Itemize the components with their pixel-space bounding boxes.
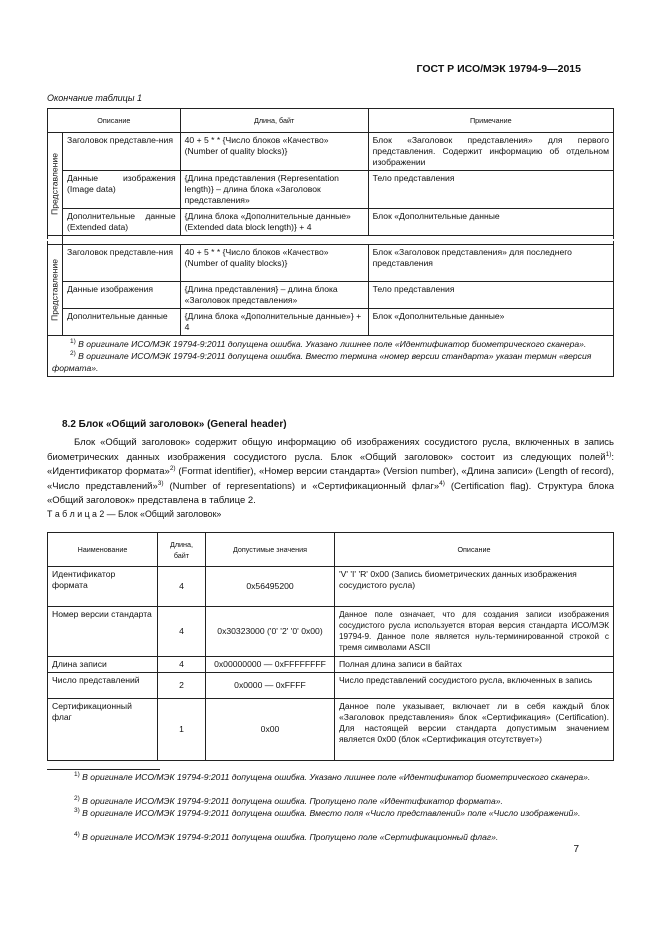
footnote: $^{2)}$ В оригинале ИСО/МЭК 19794-9:2011 допущена ошибка. Пропущено поле «Идентификатор формата». [74, 795, 503, 806]
table2-cell: 4 [158, 567, 206, 607]
table1-gap-row [48, 236, 614, 245]
table1-cell: Данные изображения [63, 282, 181, 309]
table2-cell: Число представлений сосудистого русла, включенных в запись [335, 673, 614, 699]
table2-cell: 0x00 [206, 699, 335, 761]
footnote: $^{1)}$ В оригинале ИСО/МЭК 19794-9:2011 допущена ошибка. Указано лишнее поле «Идентификатор биометрического сканера». [74, 771, 591, 782]
table1-cell: Заголовок представле-ния [63, 133, 181, 171]
table1-cell: Заголовок представле-ния [63, 245, 181, 282]
footnote-divider [47, 769, 160, 770]
table1-cell: Блок «Заголовок представления» для последнего представления [368, 245, 613, 282]
table1-header-description: Описание [48, 109, 181, 133]
table2-header-length: Длина, байт [158, 533, 206, 567]
table1-cell: Дополнительные данные (Extended data) [63, 209, 181, 236]
table2-cell: 0x30323000 ('0' '2' '0' 0x00) [206, 607, 335, 657]
table1-cell: {Длина блока «Дополнительные данные» (Extended data block length)} + 4 [180, 209, 368, 236]
table1-cell: Тело представления [368, 171, 613, 209]
table2-cell: 1 [158, 699, 206, 761]
table1-cell: {Длина представления} – длина блока «Заголовок представления» [180, 282, 368, 309]
table2-cell: Номер версии стандарта [48, 607, 158, 657]
table1-cell: {Длина блока «Дополнительные данные»} + 4 [180, 309, 368, 336]
table2-cell: Длина записи [48, 657, 158, 673]
table2-cell: 4 [158, 607, 206, 657]
group-label-1: Представление [48, 133, 63, 236]
table1-cell: Дополнительные данные [63, 309, 181, 336]
table1-footnotes: $^{1)}$ В оригинале ИСО/МЭК 19794-9:2011 допущена ошибка. Указано лишнее поле «Идентификатор биометрического сканера». $^{2)}$ В оригинале ИСО/МЭК 19794-9:2011 допущена ошибка. Вместо термина «номер версии стандарта» указан термин «версия формата». [48, 336, 614, 377]
table1-cell: Данные изображения (Image data) [63, 171, 181, 209]
table2-cell: 'V' 'I' 'R' 0x00 (Запись биометрических данных изображения сосудистого русла) [335, 567, 614, 607]
table2-cell: Данное поле указывает, включает ли в себя каждый блок «Заголовок представления» блок «Сертификация» (Certification). Для настоящей версии стандарта допустимым значением является 0x00 (блок «Сертификация отсутствует») [335, 699, 614, 761]
group-label-2: Представление [48, 245, 63, 336]
table2-cell: Полная длина записи в байтах [335, 657, 614, 673]
table1-header-note: Примечание [368, 109, 613, 133]
table2-cell: Сертификационный флаг [48, 699, 158, 761]
footnote: $^{4)}$ В оригинале ИСО/МЭК 19794-9:2011 допущена ошибка. Пропущено поле «Сертификационный флаг». [74, 831, 499, 842]
table1-cell: Блок «Дополнительные данные» [368, 309, 613, 336]
table1-cell: 40 + 5 * * {Число блоков «Качество» (Number of quality blocks)} [180, 133, 368, 171]
table1-cell: 40 + 5 * * {Число блоков «Качество» (Number of quality blocks)} [180, 245, 368, 282]
table-continuation-label: Окончание таблицы 1 [47, 93, 142, 103]
table1-header-length: Длина, байт [180, 109, 368, 133]
table-1 [47, 108, 614, 377]
table2-caption: Т а б л и ц а 2 — Блок «Общий заголовок» [47, 509, 222, 519]
table2-cell: 2 [158, 673, 206, 699]
document-header: ГОСТ Р ИСО/МЭК 19794-9—2015 [416, 63, 581, 75]
table1-cell: {Длина представления (Representation length)} – длина блока «Заголовок представления» [180, 171, 368, 209]
table2-header-values: Допустимые значения [206, 533, 335, 567]
page-number: 7 [573, 844, 579, 855]
footnote: $^{3)}$ В оригинале ИСО/МЭК 19794-9:2011 допущена ошибка. Вместо поля «Число представлений» поле «Число изображений». [74, 807, 581, 818]
table2-cell: Данное поле означает, что для создания записи изображения сосудистого русла используется вторая версия стандарта ИСО/МЭК 19794-9. Данное поле является нуль-терминированной строкой с тремя символами ASCII [335, 607, 614, 657]
table2-cell: 0x0000 — 0xFFFF [206, 673, 335, 699]
table2-cell: 4 [158, 657, 206, 673]
table2-cell: Число представлений [48, 673, 158, 699]
section-title: 8.2 Блок «Общий заголовок» (General header) [62, 419, 287, 430]
table1-cell: Тело представления [368, 282, 613, 309]
table-2 [47, 532, 614, 761]
table2-header-description: Описание [335, 533, 614, 567]
table2-cell: 0x00000000 — 0xFFFFFFFF [206, 657, 335, 673]
table2-header-name: Наименование [48, 533, 158, 567]
body-paragraph: Блок «Общий заголовок» содержит общую информацию об изображениях сосудистого русла, включенных в запись биометрических данных изображения сосудистого русла. Блок «Общий заголовок» состоит из следующих полей$^{1)}$: «Идентификатор формата»$^{2)}$ (Format identifier), «Номер версии стандарта» (Version number), «Длина записи» (Length of record), «Число представлений»$^{3)}$ (Number of representations) и «Сертификационный флаг»$^{4)}$ (Certification flag). Структура блока «Общий заголовок» представлена в таблице 2. [47, 437, 614, 506]
table1-cell: Блок «Заголовок представления» для первого представления. Содержит информацию об отдельном изображении [368, 133, 613, 171]
table2-cell: 0x56495200 [206, 567, 335, 607]
table2-cell: Идентификатор формата [48, 567, 158, 607]
table1-cell: Блок «Дополнительные данные [368, 209, 613, 236]
